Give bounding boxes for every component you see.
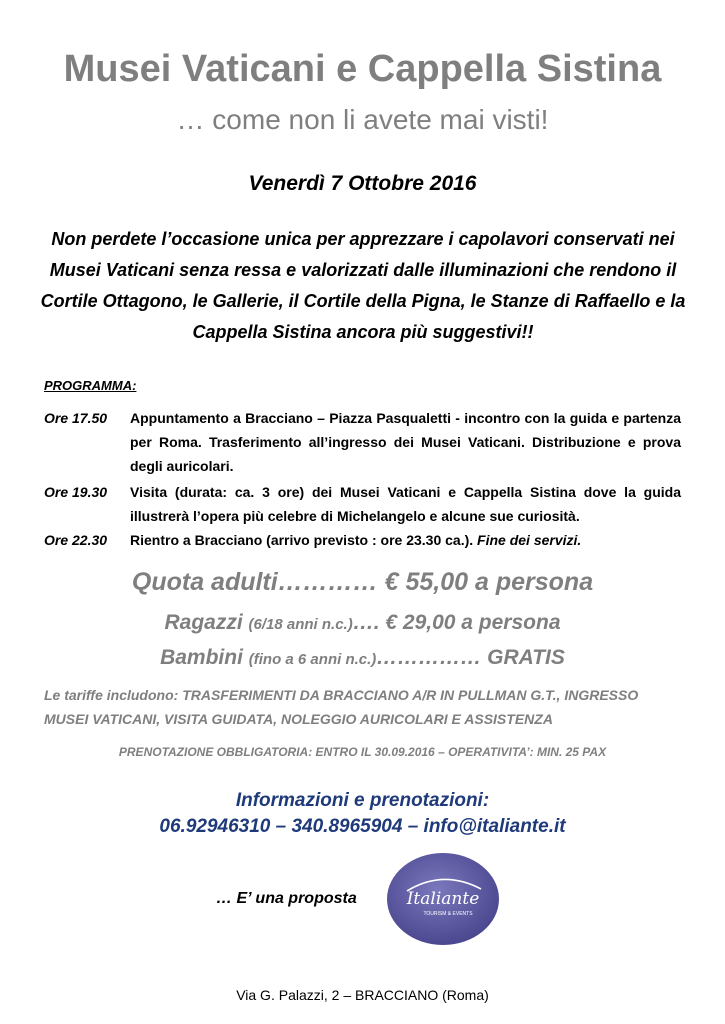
program-text: Visita (durata: ca. 3 ore) dei Musei Vaticani e Cappella Sistina dove la guida illustrerà l’opera più celebre di Michelangelo e alcune sue curiosità. [130, 484, 681, 524]
logo-name: Italiante [406, 889, 480, 909]
page-title: Musei Vaticani e Cappella Sistina [63, 48, 662, 90]
program-note: Fine dei servizi. [477, 532, 582, 548]
footer-address: Via G. Palazzi, 2 – BRACCIANO (Roma) [236, 987, 489, 1003]
contacts-line[interactable]: 06.92946310 – 340.8965904 – info@italiante.it [159, 816, 566, 837]
program-item [44, 528, 681, 552]
proposal-text: … E’ una proposta [216, 890, 357, 907]
price-ragazzi-note: (6/18 anni n.c.) [248, 616, 353, 633]
contacts-heading: Informazioni e prenotazioni: [235, 790, 490, 811]
price-bambini-label: Bambini [160, 646, 249, 669]
page-subtitle: … come non li avete mai visti! [176, 104, 549, 135]
logo-tagline: TOURISM & EVENTS [423, 911, 473, 917]
price-ragazzi [0, 611, 725, 635]
event-intro: Non perdete l’occasione unica per apprezzare i capolavori conservati nei Musei Vaticani senza ressa e valorizzati dalle illuminazioni che rendono il Cortile Ottagono, le Gallerie, il Cortile della Pigna, le Stanze di Raffaello e la Cappella Sistina ancora più suggestivi!! [40, 229, 686, 342]
price-ragazzi-label: Ragazzi [164, 611, 249, 634]
price-adulti: Quota adulti………… € 55,00 a persona [131, 568, 594, 596]
price-bambini-value: …………… GRATIS [376, 646, 565, 669]
price-ragazzi-value: …. € 29,00 a persona [352, 611, 561, 634]
italiante-logo [385, 851, 501, 947]
inclusions-text: Le tariffe includono: TRASFERIMENTI DA BRACCIANO A/R IN PULLMAN G.T., INGRESSO MUSEI VATICANI, VISITA GUIDATA, NOLEGGIO AURICOLARI E ASSISTENZA [44, 687, 639, 727]
program-time: Ore 22.30 [44, 532, 108, 548]
program-time: Ore 17.50 [44, 410, 108, 426]
program-text: Rientro a Bracciano (arrivo previsto : ore 23.30 ca.). [130, 532, 478, 548]
event-date: Venerdì 7 Ottobre 2016 [248, 172, 477, 195]
program-item [44, 480, 681, 528]
programma-label: PROGRAMMA: [44, 378, 137, 393]
program-item [44, 406, 681, 478]
program-time: Ore 19.30 [44, 484, 108, 500]
price-bambini [0, 646, 725, 670]
program-text-wrap [130, 528, 681, 552]
prenotazione-note: PRENOTAZIONE OBBLIGATORIA: ENTRO IL 30.09.2016 – OPERATIVITA’: MIN. 25 PAX [118, 745, 607, 759]
price-bambini-note: (fino a 6 anni n.c.) [248, 651, 377, 668]
program-text: Appuntamento a Bracciano – Piazza Pasqualetti - incontro con la guida e partenza per Roma. Trasferimento all’ingresso dei Musei Vaticani. Distribuzione e prova degli auricolari. [130, 410, 681, 474]
